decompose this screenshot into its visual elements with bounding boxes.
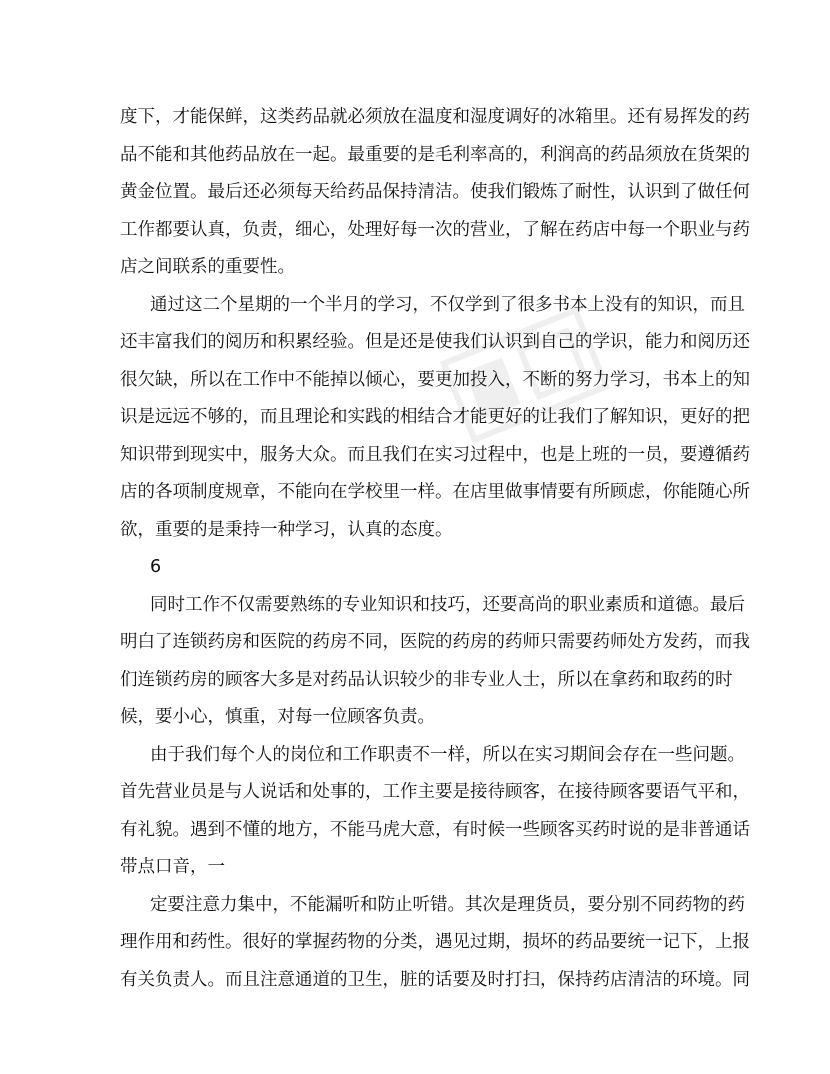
paragraph-line: 首先营业员是与人说话和处事的，工作主要是接待顾客，在接待顾客要语气平和， <box>120 782 750 802</box>
paragraph-line: 工作都要认真，负责，细心，处理好每一次的营业，了解在药店中每一个职业与药 <box>120 219 750 240</box>
paragraph-line: 欲，重要的是秉持一种学习，认真的态度。 <box>120 519 453 540</box>
document-body <box>120 99 750 999</box>
paragraph <box>120 737 750 887</box>
paragraph <box>120 287 750 550</box>
paragraph-line: 候，要小心，慎重，对每一位顾客负责。 <box>120 707 435 727</box>
paragraph-line: 明白了连锁药房和医院的药房不同，医院的药房的药师只需要药师处方发药，而我 <box>120 632 750 652</box>
paragraph-line: 理作用和药性。很好的掌握药物的分类，遇见过期，损坏的药品要统一记下，上报 <box>120 932 750 952</box>
paragraph <box>120 99 750 287</box>
paragraph-line: 定要注意力集中，不能漏听和防止听错。其次是理货员，要分别不同药物的药 <box>150 894 745 915</box>
paragraph-line: 同时工作不仅需要熟练的专业知识和技巧，还要高尚的职业素质和道德。最后 <box>150 594 745 615</box>
paragraph-line: 店的各项制度规章，不能向在学校里一样。在店里做事情要有所顾虑，你能随心所 <box>120 482 750 502</box>
paragraph-line: 带点口音，一 <box>120 857 225 877</box>
paragraph <box>120 587 750 737</box>
paragraph-line: 品不能和其他药品放在一起。最重要的是毛利率高的，利润高的药品须放在货架的 <box>120 144 750 165</box>
paragraph-line: 店之间联系的重要性。 <box>120 257 295 277</box>
paragraph-line: 由于我们每个人的岗位和工作职责不一样，所以在实习期间会存在一些问题。 <box>150 744 745 765</box>
paragraph <box>120 549 720 587</box>
paragraph-line: 知识带到现实中，服务大众。而且我们在实习过程中，也是上班的一员，要遵循药 <box>120 444 750 465</box>
paragraph-line: 很欠缺，所以在工作中不能掉以倾心，要更加投入，不断的努力学习，书本上的知 <box>120 369 750 390</box>
paragraph-line: 度下，才能保鲜，这类药品就必须放在温度和湿度调好的冰箱里。还有易挥发的药 <box>120 107 750 127</box>
paragraph-line: 6 <box>150 557 162 577</box>
paragraph-line: 识是远远不够的，而且理论和实践的相结合才能更好的让我们了解知识，更好的把 <box>120 407 750 427</box>
paragraph-line: 通过这二个星期的一个半月的学习，不仅学到了很多书本上没有的知识，而且 <box>150 294 745 315</box>
paragraph-line: 黄金位置。最后还必须每天给药品保持清洁。使我们锻炼了耐性，认识到了做任何 <box>120 182 750 202</box>
paragraph <box>120 887 750 1000</box>
paragraph-line: 还丰富我们的阅历和积累经验。但是还是使我们认识到自己的学识，能力和阅历还 <box>120 332 750 352</box>
paragraph-line: 们连锁药房的顾客大多是对药品认识较少的非专业人士，所以在拿药和取药的时 <box>120 669 733 690</box>
paragraph-line: 有礼貌。遇到不懂的地方，不能马虎大意，有时候一些顾客买药时说的是非普通话 <box>120 819 750 840</box>
paragraph-line: 有关负责人。而且注意通道的卫生，脏的话要及时打扫，保持药店清洁的环境。同 <box>120 969 750 990</box>
